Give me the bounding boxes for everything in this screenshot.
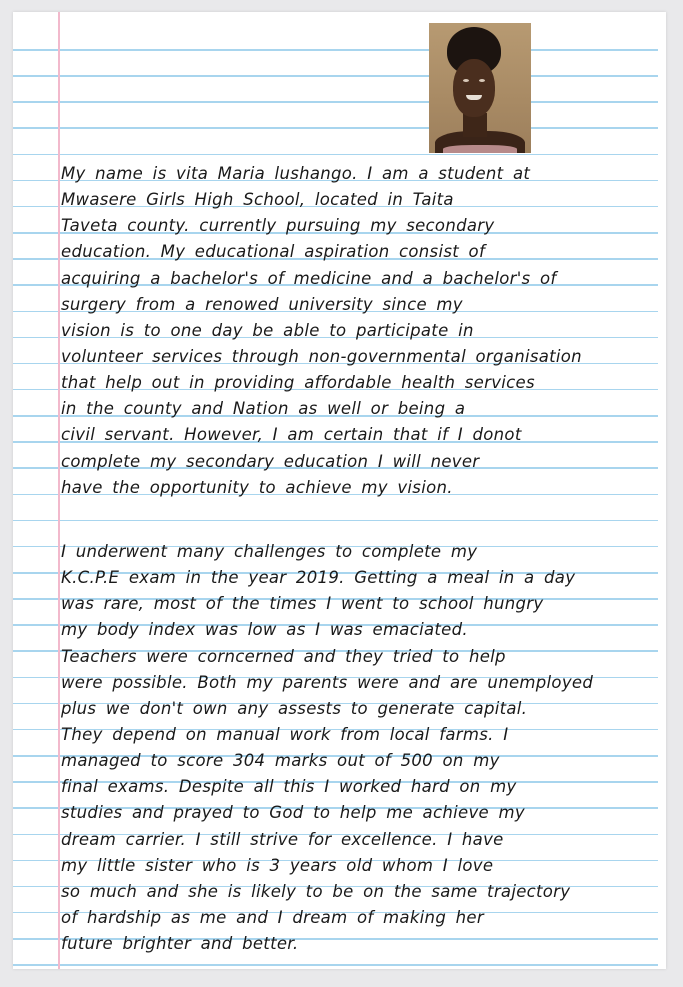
text-line: I underwent many challenges to complete my [61,542,478,561]
text-line: volunteer services through non-governmental organisation [61,346,582,366]
notebook-page [13,12,666,969]
text-line: studies and prayed to God to help me achieve my [61,803,525,823]
rule-line [13,127,658,129]
rule-line [13,520,658,522]
text-line: my little sister who is 3 years old whom I love [61,855,494,875]
text-line: so much and she is likely to be on the same trajectory [61,881,571,901]
rule-line [13,964,658,966]
text-line: Mwasere Girls High School, located in Taita [61,190,454,210]
photo-eye-right [479,79,485,82]
text-line: My name is vita Maria lushango. I am a student at [61,164,531,183]
photo-smile [466,95,482,100]
text-line: plus we don't own any assests to generate capital. [61,698,528,718]
text-line: Taveta county. currently pursuing my secondary [61,216,495,236]
paragraph-2 [61,539,661,957]
photo-face [453,59,495,117]
text-line: my body index was low as I was emaciated. [61,620,468,640]
rule-line [13,49,658,51]
paragraph-1 [61,161,661,501]
text-line: surgery from a renowed university since my [61,294,463,314]
text-line: Teachers were corncerned and they tried to help [61,646,506,666]
photo-clothing [443,145,517,153]
text-line: They depend on manual work from local farms. I [61,724,509,744]
text-line: final exams. Despite all this I worked hard on my [61,777,517,797]
text-line: vision is to one day be able to participate in [61,320,474,340]
student-portrait-photo [429,23,531,153]
photo-eye-left [463,79,469,82]
text-line: K.C.P.E exam in the year 2019. Getting a meal in a day [61,568,576,588]
text-line: civil servant. However, I am certain that if I donot [61,425,522,445]
margin-line [58,12,60,969]
rule-line [13,101,658,103]
rule-line [13,75,658,77]
text-line: dream carrier. I still strive for excellence. I have [61,829,504,849]
text-line: complete my secondary education I will never [61,451,480,471]
text-line: managed to score 304 marks out of 500 on my [61,751,500,771]
text-line: acquiring a bachelor's of medicine and a bachelor's of [61,268,557,288]
text-line: was rare, most of the times I went to school hungry [61,594,544,614]
text-line: were possible. Both my parents were and are unemployed [61,672,594,692]
text-line: education. My educational aspiration consist of [61,242,486,262]
text-line: in the county and Nation as well or being a [61,399,466,419]
text-line: that help out in providing affordable health services [61,373,535,393]
text-line: have the opportunity to achieve my vision. [61,477,453,497]
rule-line [13,154,658,156]
text-line: future brighter and better. [61,934,299,954]
text-line: of hardship as me and I dream of making her [61,907,484,927]
